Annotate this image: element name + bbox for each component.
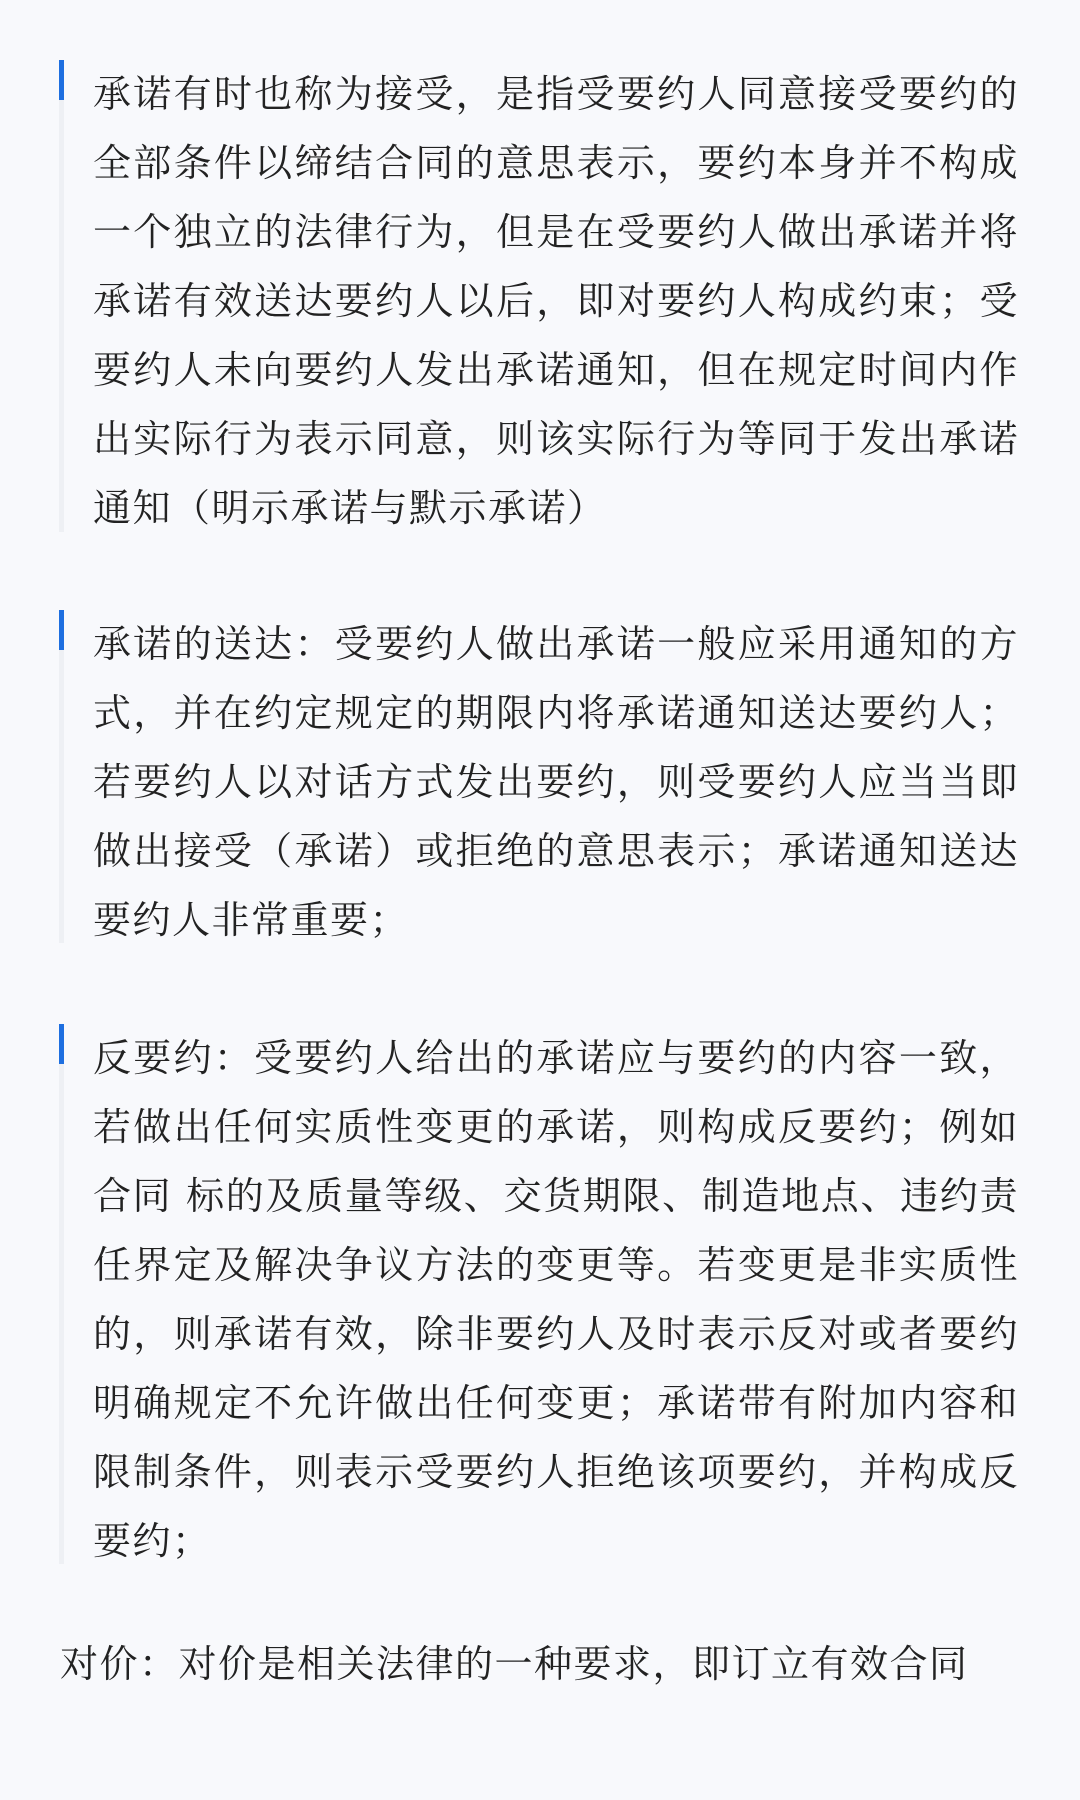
paragraph-acceptance-delivery: 承诺的送达：受要约人做出承诺一般应采用通知的方式，并在约定规定的期限内将承诺通知送达要约人；若要约人以对话方式发出要约，则受要约人应当当即做出接受（承诺）或拒绝的意思表示；承诺通知送达要约人非常重要； — [93, 622, 1019, 942]
paragraph-consideration: 对价：对价是相关法律的一种要求，即订立有效合同 — [60, 1642, 969, 1686]
quote-block-counter-offer — [59, 1024, 1019, 1564]
paragraph-counter-offer: 反要约：受要约人给出的承诺应与要约的内容一致，若做出任何实质性变更的承诺，则构成反要约；例如合同 标的及质量等级、交货期限、制造地点、违约责任界定及解决争议方法的变更等。若变更是非实质性的，则承诺有效，除非要约人及时表示反对或者要约明确规定不允许做出任何变更；承诺带有附加内容和限制条件，则表示受要约人拒绝该项要约，并构成反要约； — [93, 1036, 1019, 1563]
quote-block-delivery — [59, 610, 1019, 943]
quote-block-acceptance — [59, 60, 1019, 532]
paragraph-acceptance-definition: 承诺有时也称为接受，是指受要约人同意接受要约的全部条件以缔结合同的意思表示，要约本身并不构成一个独立的法律行为，但是在受要约人做出承诺并将承诺有效送达要约人以后，即对要约人构成约束；受要约人未向要约人发出承诺通知，但在规定时间内作出实际行为表示同意，则该实际行为等同于发出承诺通知（明示承诺与默示承诺） — [93, 72, 1019, 530]
